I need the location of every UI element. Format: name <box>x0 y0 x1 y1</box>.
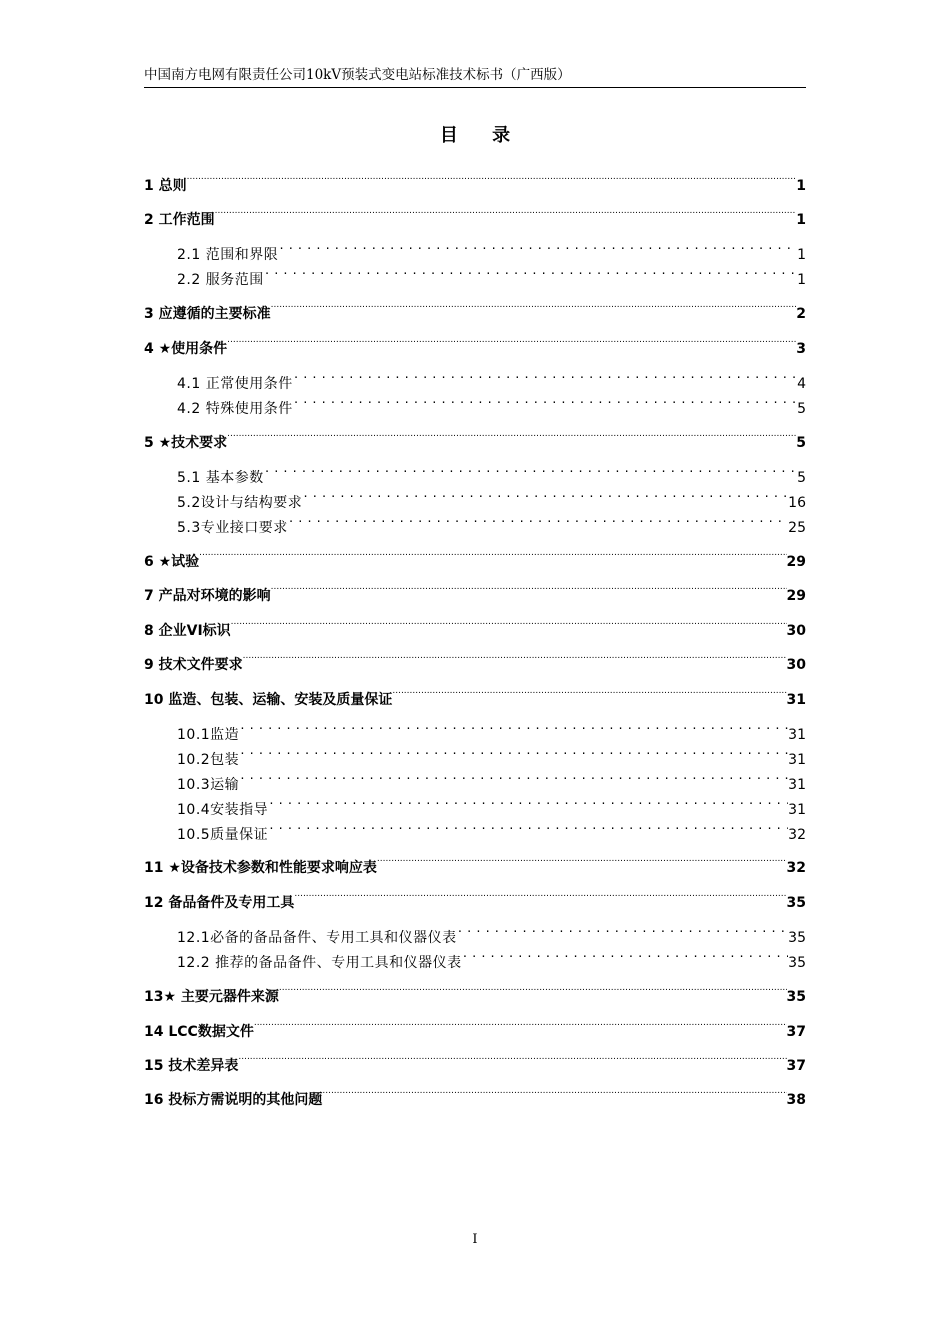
toc-page-number: 32 <box>786 860 806 876</box>
toc-entry-label: 11 ★设备技术参数和性能要求响应表 <box>144 860 377 876</box>
dot-leader <box>239 719 788 739</box>
toc-subentry[interactable] <box>177 239 806 263</box>
toc-page-number: 5 <box>796 435 806 451</box>
toc-entry[interactable] <box>144 546 806 570</box>
toc-entry[interactable] <box>144 649 806 673</box>
toc-page-number: 31 <box>788 777 806 793</box>
toc-page-number: 1 <box>797 247 806 263</box>
toc-subentry[interactable] <box>177 264 806 288</box>
toc-entry-label: 4.2 特殊使用条件 <box>177 401 293 417</box>
toc-entry-label: 2.2 服务范围 <box>177 272 264 288</box>
toc-entry-label: 8 企业VI标识 <box>144 623 231 639</box>
toc-page-number: 16 <box>788 495 806 511</box>
toc-page-number: 5 <box>797 401 806 417</box>
toc-entry-label: 13★ 主要元器件来源 <box>144 989 279 1005</box>
toc-entry-label: 5 ★技术要求 <box>144 435 228 451</box>
toc-entry-label: 5.2设计与结构要求 <box>177 495 303 511</box>
toc-entry-label: 5.1 基本参数 <box>177 470 264 486</box>
toc-entry[interactable] <box>144 852 806 876</box>
toc-page-number: 5 <box>797 470 806 486</box>
toc-page-number: 29 <box>786 554 806 570</box>
toc-entry-label: 10.2包装 <box>177 752 240 768</box>
dot-leader <box>231 615 787 635</box>
dot-leader <box>239 769 788 789</box>
toc-entry[interactable] <box>144 1050 806 1074</box>
toc-subentry[interactable] <box>177 368 806 392</box>
toc-entry-label: 15 技术差异表 <box>144 1058 239 1074</box>
toc-page-number: 31 <box>788 752 806 768</box>
toc-page-number: 2 <box>796 306 806 322</box>
toc-subentry[interactable] <box>177 719 806 743</box>
toc-page-number: 31 <box>788 802 806 818</box>
toc-subentry[interactable] <box>177 512 806 536</box>
dot-leader <box>271 580 787 600</box>
running-header: 中国南方电网有限责任公司10kV预装式变电站标准技术标书（广西版） <box>144 66 806 88</box>
dot-leader <box>227 333 796 353</box>
dot-leader <box>215 204 797 224</box>
toc-page-number: 35 <box>786 989 806 1005</box>
toc-page-number: 3 <box>796 341 806 357</box>
dot-leader <box>268 794 788 814</box>
dot-leader <box>293 393 797 413</box>
dot-leader <box>294 887 786 907</box>
toc-page-number: 1 <box>796 212 806 228</box>
toc-entry[interactable] <box>144 333 806 357</box>
toc-page-number: 25 <box>788 520 806 536</box>
toc-entry[interactable] <box>144 1084 806 1108</box>
toc-entry-label: 10 监造、包装、运输、安装及质量保证 <box>144 692 393 708</box>
dot-leader <box>278 239 797 259</box>
toc-entry-label: 12 备品备件及专用工具 <box>144 895 295 911</box>
toc-subentry[interactable] <box>177 462 806 486</box>
toc-entry[interactable] <box>144 298 806 322</box>
dot-leader <box>392 684 786 704</box>
toc-entry[interactable] <box>144 887 806 911</box>
toc-entry-label: 9 技术文件要求 <box>144 657 243 673</box>
toc-page-number: 31 <box>786 692 806 708</box>
toc-entry-label: 4 ★使用条件 <box>144 341 228 357</box>
dot-leader <box>238 1050 786 1070</box>
toc-entry-label: 2 工作范围 <box>144 212 215 228</box>
toc-page-number: 38 <box>786 1092 806 1108</box>
toc-page-number: 35 <box>788 955 806 971</box>
toc-entry-label: 10.5质量保证 <box>177 827 269 843</box>
dot-leader <box>254 1016 787 1036</box>
toc-page-number: 30 <box>786 657 806 673</box>
dot-leader <box>462 947 789 967</box>
dot-leader <box>199 546 786 566</box>
toc-subentry[interactable] <box>177 487 806 511</box>
toc-entry-label: 12.1必备的备品备件、专用工具和仪器仪表 <box>177 930 457 946</box>
toc-entry-label: 5.3专业接口要求 <box>177 520 288 536</box>
toc-page-number: 30 <box>786 623 806 639</box>
toc-page-number: 1 <box>797 272 806 288</box>
toc-entry-label: 6 ★试验 <box>144 554 200 570</box>
dot-leader <box>243 649 787 669</box>
dot-leader <box>288 512 788 532</box>
dot-leader <box>264 462 797 482</box>
toc-entry-label: 12.2 推荐的备品备件、专用工具和仪器仪表 <box>177 955 462 971</box>
page-number: I <box>472 1232 478 1247</box>
toc-page-number: 31 <box>788 727 806 743</box>
dot-leader <box>279 981 787 1001</box>
toc-entry-label: 14 LCC数据文件 <box>144 1024 254 1040</box>
dot-leader <box>322 1084 786 1104</box>
dot-leader <box>271 298 797 318</box>
toc-entry-label: 10.3运输 <box>177 777 240 793</box>
toc-entry[interactable] <box>144 981 806 1005</box>
toc-entry[interactable] <box>144 1016 806 1040</box>
toc-entry-label: 7 产品对环境的影响 <box>144 588 271 604</box>
toc-page-number: 4 <box>797 376 806 392</box>
toc-entry-label: 16 投标方需说明的其他问题 <box>144 1092 323 1108</box>
toc-title: 目 录 <box>439 125 525 146</box>
toc-page-number: 37 <box>786 1058 806 1074</box>
toc-entry[interactable] <box>144 684 806 708</box>
toc-entry-label: 10.1监造 <box>177 727 240 743</box>
toc-subentry[interactable] <box>177 744 806 768</box>
dot-leader <box>268 819 788 839</box>
dot-leader <box>293 368 797 388</box>
toc-page-number: 35 <box>788 930 806 946</box>
toc-subentry[interactable] <box>177 393 806 417</box>
toc-entry[interactable] <box>144 427 806 451</box>
toc-subentry[interactable] <box>177 922 806 946</box>
toc-entry-label: 1 总则 <box>144 178 187 194</box>
toc-entry[interactable] <box>144 580 806 604</box>
toc-page-number: 1 <box>796 178 806 194</box>
toc-entry[interactable] <box>144 615 806 639</box>
toc-subentry[interactable] <box>177 794 806 818</box>
dot-leader <box>239 744 788 764</box>
dot-leader <box>377 852 787 872</box>
toc-entry-label: 2.1 范围和界限 <box>177 247 279 263</box>
toc-page-number: 37 <box>786 1024 806 1040</box>
toc-page-number: 29 <box>786 588 806 604</box>
dot-leader <box>457 922 789 942</box>
toc-entry[interactable] <box>144 204 806 228</box>
toc-subentry[interactable] <box>177 769 806 793</box>
toc-subentry[interactable] <box>177 819 806 843</box>
dot-leader <box>187 170 797 190</box>
dot-leader <box>264 264 797 284</box>
toc-entry-label: 10.4安装指导 <box>177 802 269 818</box>
dot-leader <box>302 487 788 507</box>
toc-entry-label: 3 应遵循的主要标准 <box>144 306 271 322</box>
toc-entry-label: 4.1 正常使用条件 <box>177 376 293 392</box>
toc-page-number: 32 <box>788 827 806 843</box>
toc-subentry[interactable] <box>177 947 806 971</box>
toc-page-number: 35 <box>786 895 806 911</box>
dot-leader <box>227 427 796 447</box>
toc-entry[interactable] <box>144 170 806 194</box>
